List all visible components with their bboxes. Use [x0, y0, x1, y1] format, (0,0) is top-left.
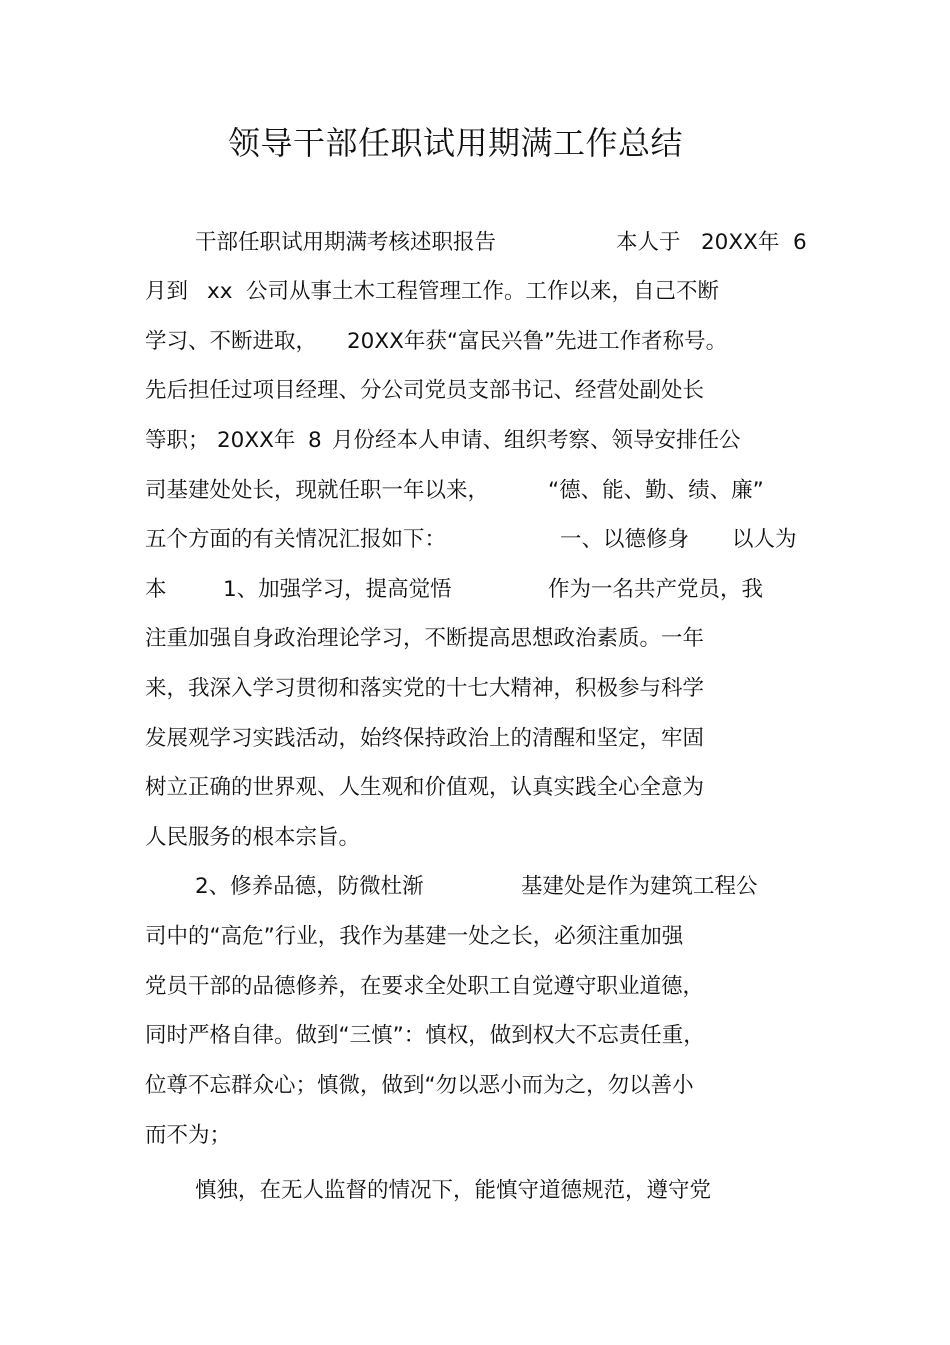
text-segment: 司中的“高危”行业，我作为基建一处之长，必须注重加强	[145, 924, 684, 949]
text-segment: 2、修养品德，防微杜渐	[195, 874, 424, 899]
text-segment: 20XX年获“富民兴鲁”先进工作者称号。	[347, 329, 728, 354]
text-segment: 月份经本人申请、组织考察、领导安排任公	[332, 428, 741, 453]
text-segment: 8	[308, 428, 322, 453]
text-segment: 人民服务的根本宗旨。	[145, 825, 361, 850]
text-segment: 一、以德修身	[560, 527, 690, 552]
text-segment: 作为一名共产党员，我	[548, 577, 764, 602]
text-segment: 等职；	[145, 428, 210, 453]
text-segment: 20XX年	[217, 428, 296, 453]
text-segment: 基建处是作为建筑工程公	[521, 874, 758, 899]
text-segment: 公司从事土木工程管理工作。工作以来，自己不断	[246, 279, 720, 304]
text-segment: 五个方面的有关情况汇报如下：	[145, 527, 447, 552]
text-segment: 党员干部的品德修养，在要求全处职工自觉遵守职业道德，	[145, 974, 705, 999]
text-segment: “德、能、勤、绩、廉”	[548, 478, 764, 503]
text-segment: 树立正确的世界观、人生观和价值观，认真实践全心全意为	[145, 775, 705, 800]
text-segment: 1、加强学习，提高觉悟	[223, 577, 452, 602]
text-segment: 月到	[145, 279, 189, 304]
text-segment: 本人于	[616, 230, 681, 255]
text-segment: 而不为；	[145, 1123, 232, 1148]
text-segment: 干部任职试用期满考核述职报告	[195, 230, 497, 255]
text-segment: xx	[207, 279, 233, 304]
text-segment: 来，我深入学习贯彻和落实党的十七大精神，积极参与科学	[145, 676, 705, 701]
text-segment: 本	[145, 577, 167, 602]
text-segment: 6	[793, 230, 807, 255]
text-segment: 注重加强自身政治理论学习，不断提高思想政治素质。一年	[145, 626, 705, 651]
text-segment: 先后担任过项目经理、分公司党员支部书记、经营处副处长	[145, 378, 705, 403]
text-segment: 同时严格自律。做到“三慎”：慎权，做到权大不忘责任重，	[145, 1023, 705, 1048]
document-title: 领导干部任职试用期满工作总结	[228, 124, 684, 162]
text-segment: 司基建处处长，现就任职一年以来，	[145, 478, 490, 503]
text-segment: 发展观学习实践活动，始终保持政治上的清醒和坚定，牢固	[145, 726, 705, 751]
text-segment: 20XX年	[701, 230, 780, 255]
text-segment: 学习、不断进取，	[145, 329, 318, 354]
text-segment: 位尊不忘群众心；慎微，做到“勿以恶小而为之，勿以善小	[145, 1073, 694, 1098]
text-segment: 以人为	[732, 527, 797, 552]
text-segment: 慎独，在无人监督的情况下，能慎守道德规范，遵守党	[195, 1178, 712, 1203]
